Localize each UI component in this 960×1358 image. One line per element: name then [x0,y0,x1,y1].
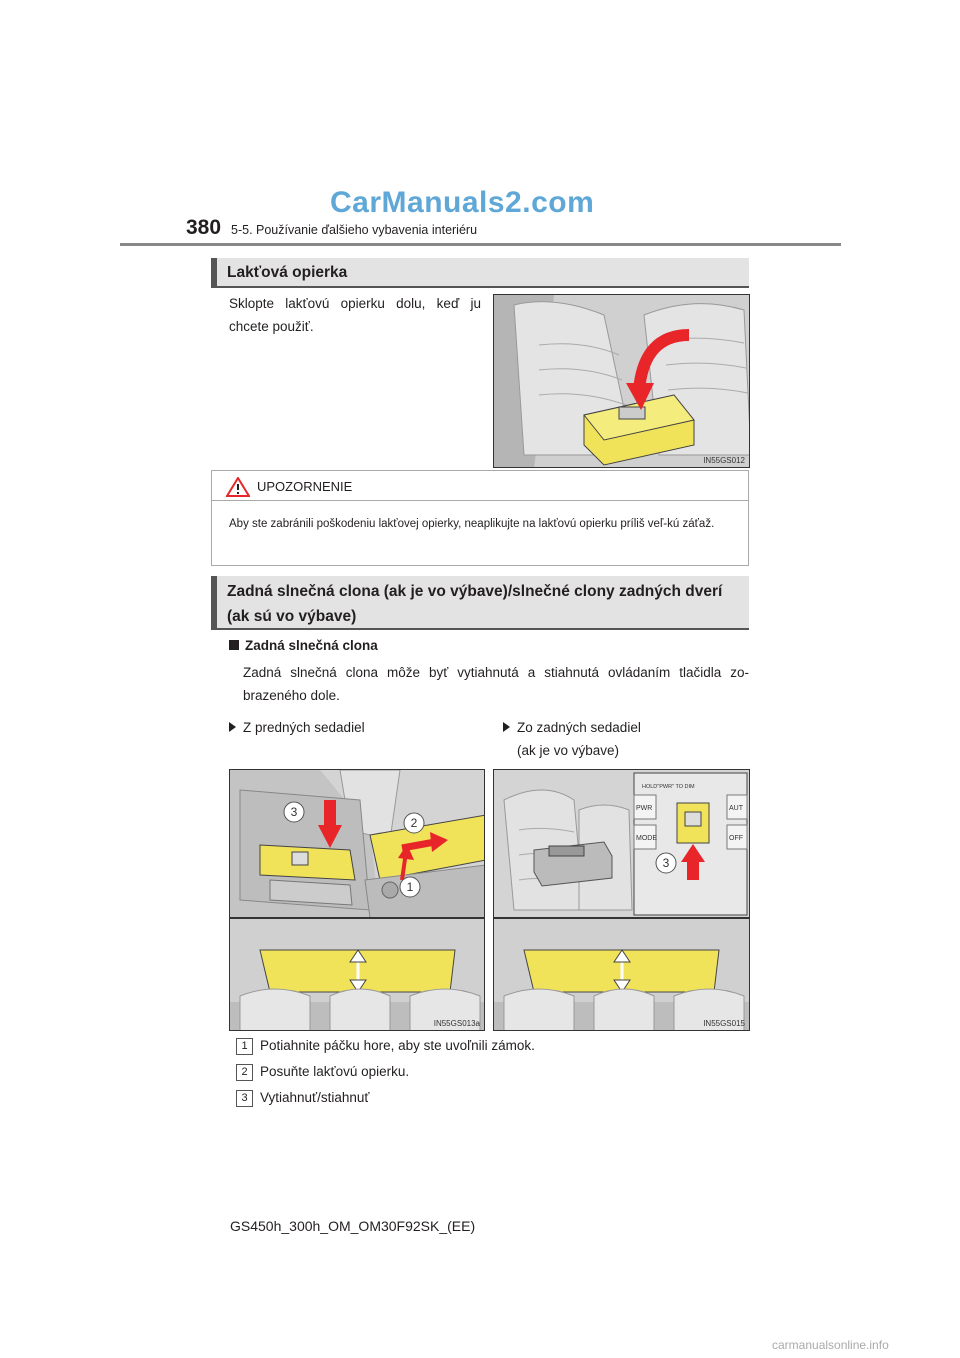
legend-number: 1 [236,1038,253,1055]
triangle-bullet-icon [229,722,236,732]
section-heading-line1: Zadná slnečná clona (ak je vo výbave)/slnečné clony zadných dverí [227,583,723,600]
footer-document-code: GS450h_300h_OM_OM30F92SK_(EE) [230,1218,476,1234]
pwr-button-label: PWR [636,805,653,812]
figure-code-left: IN55GS013a [433,1019,480,1028]
caution-header [212,471,748,501]
armrest-illustration [493,294,750,468]
callout-1-label: 1 [406,880,414,894]
aut-button-label: AUT [729,805,743,812]
callout-3-label: 3 [290,805,298,819]
caution-title: UPOZORNENIE [257,479,353,494]
chapter-title: 5-5. Používanie ďalšieho vybavenia interiéru [231,223,478,237]
section-heading-armrest: Lakťová opierka [211,258,749,288]
callout-2-label: 2 [410,816,418,830]
watermark-carmanualsonline: carmanualsonline.info [772,1338,889,1352]
callout-3-label: 3 [662,856,670,870]
legend-text: Potiahnite páčku hore, aby ste uvoľnili zámok. [260,1038,535,1054]
header-rule [120,243,841,246]
legend-item-2 [236,1064,409,1081]
caution-text: Aby ste zabránili poškodeniu lakťovej opierky, neaplikujte na lakťovú opierku príliš veľ-kú záťaž. [229,518,715,530]
mode-button-label: MODE [636,835,657,842]
rear-seat-control-illustration [493,769,750,1031]
legend-number: 2 [236,1064,253,1081]
triangle-bullet-icon [503,722,510,732]
section-heading-line2: (ak sú vo výbave) [227,608,357,625]
legend-item-1 [236,1038,535,1055]
figure-code: IN55GS012 [703,456,745,465]
subheading-rear-sunshade: Zadná slnečná clona [229,638,378,653]
section-heading-sunshade [211,576,749,630]
square-bullet-icon [229,640,239,650]
page-number: 380 [186,216,222,239]
caution-box [211,470,749,566]
legend-text: Posuňte lakťovú opierku. [260,1064,410,1080]
legend-text: Vytiahnuť/stiahnuť [260,1090,370,1106]
armrest-instruction: Sklopte lakťovú opierku dolu, keď ju chcete použiť. [229,296,481,334]
legend-number: 3 [236,1090,253,1107]
legend-item-3 [236,1090,369,1107]
watermark-carmanuals2: CarManuals2.com [330,186,595,219]
warning-triangle-icon [226,477,250,502]
sunshade-description: Zadná slnečná clona môže byť vytiahnutá a stiahnutá ovládaním tlačidla zo-brazeného dole. [243,665,749,703]
control-panel-label: HOLD"PWR" TO DIM [642,784,695,790]
front-seat-control-illustration [229,769,485,1031]
off-button-label: OFF [729,835,743,842]
figure-code-right: IN55GS015 [703,1019,745,1028]
option-rear-seats: Zo zadných sedadiel (ak je vo výbave) [503,716,641,762]
option-front-seats: Z predných sedadiel [229,716,365,739]
